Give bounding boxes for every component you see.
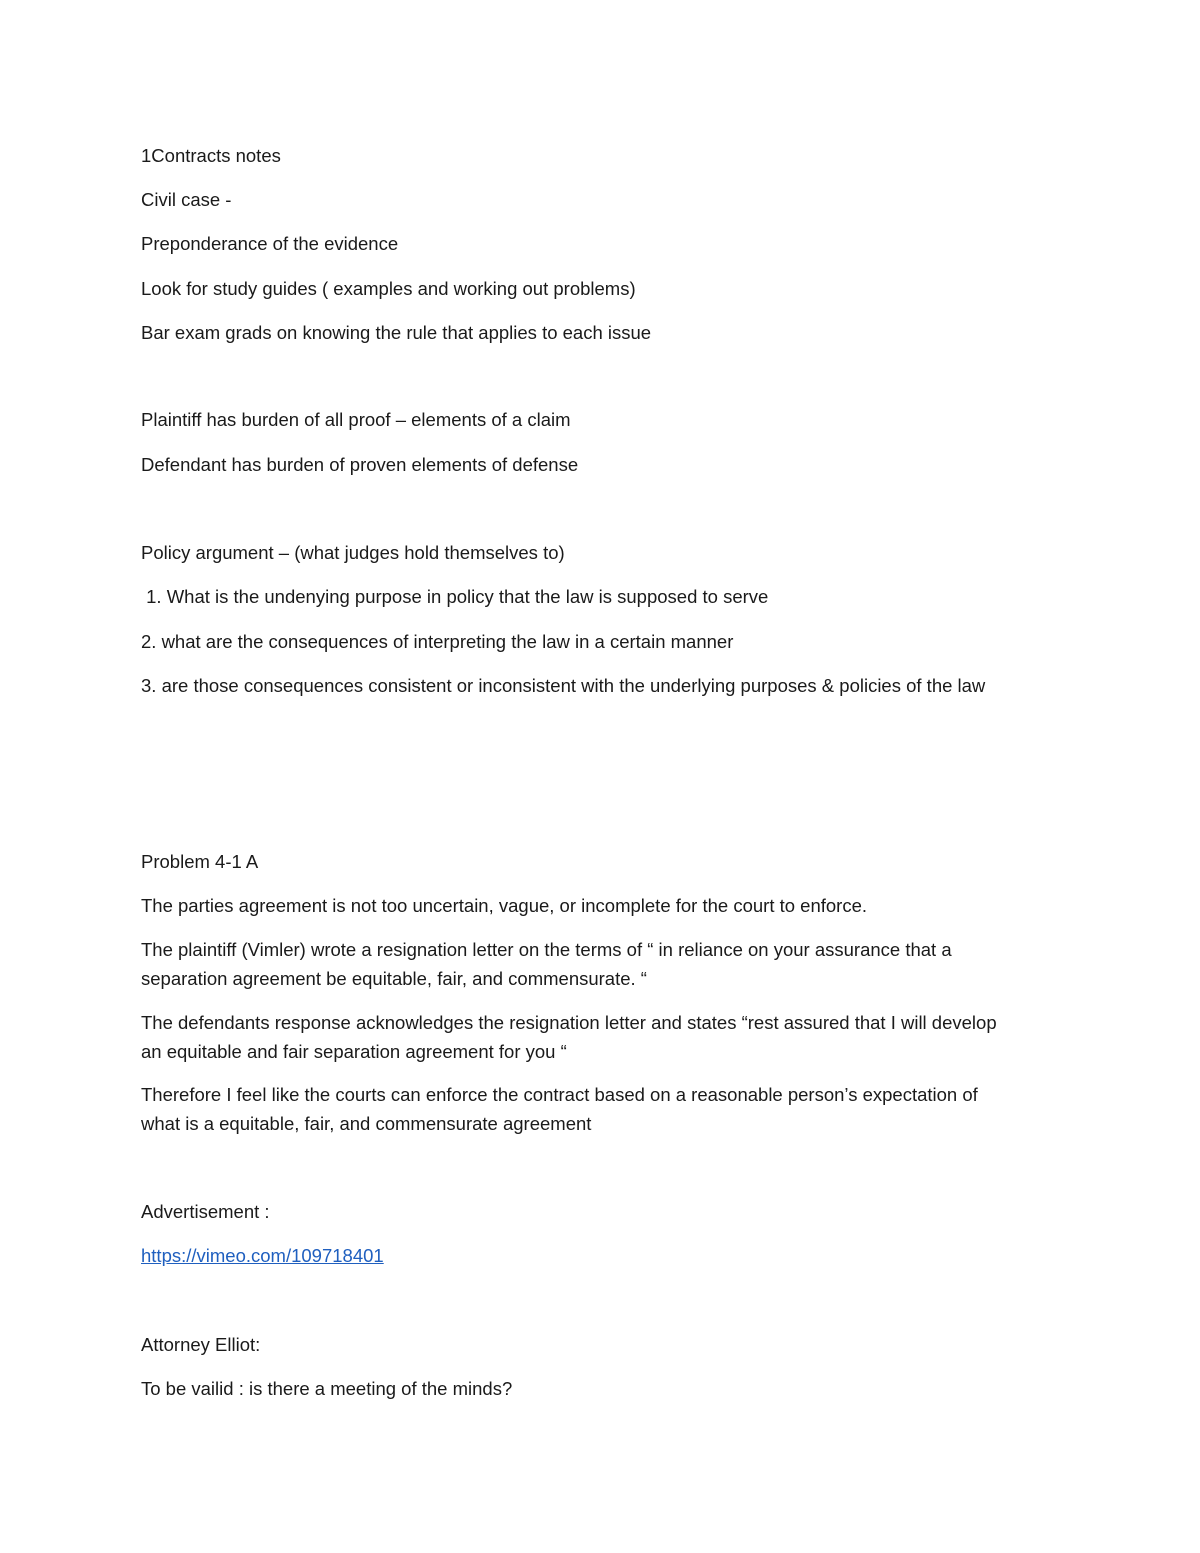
line-policy-1: 1. What is the undenying purpose in policy that the law is supposed to serve [141, 586, 769, 607]
line-policy-2: 2. what are the consequences of interpreting the law in a certain manner [141, 631, 734, 652]
line-civil-case: Civil case - [141, 189, 232, 210]
attorney-question: To be vailid : is there a meeting of the minds? [141, 1378, 513, 1399]
line-preponderance: Preponderance of the evidence [141, 233, 399, 254]
problem-paragraph-3-line-1: The defendants response acknowledges the resignation letter and states “rest assured that I will develop [141, 1012, 997, 1033]
advertisement-label: Advertisement : [141, 1201, 270, 1222]
problem-paragraph-2-line-1: The plaintiff (Vimler) wrote a resignation letter on the terms of “ in reliance on your assurance that a [141, 939, 952, 960]
problem-paragraph-4-line-2: what is a equitable, fair, and commensurate agreement [141, 1113, 592, 1134]
advertisement-link[interactable]: https://vimeo.com/109718401 [141, 1245, 384, 1266]
line-defendant-burden: Defendant has burden of proven elements of defense [141, 454, 579, 475]
line-bar-exam: Bar exam grads on knowing the rule that applies to each issue [141, 322, 652, 343]
line-plaintiff-burden: Plaintiff has burden of all proof – elements of a claim [141, 409, 571, 430]
problem-paragraph-2-line-2: separation agreement be equitable, fair, and commensurate. “ [141, 968, 647, 989]
problem-paragraph-3-line-2: an equitable and fair separation agreement for you “ [141, 1041, 567, 1062]
document-title: 1Contracts notes [141, 145, 281, 166]
problem-paragraph-1: The parties agreement is not too uncertain, vague, or incomplete for the court to enforce. [141, 895, 868, 916]
problem-heading: Problem 4-1 A [141, 851, 259, 872]
line-policy-3: 3. are those consequences consistent or inconsistent with the underlying purposes & policies of the law [141, 675, 986, 696]
problem-paragraph-4-line-1: Therefore I feel like the courts can enforce the contract based on a reasonable person’s expectation of [141, 1084, 978, 1105]
line-policy-argument: Policy argument – (what judges hold themselves to) [141, 542, 565, 563]
line-study-guides: Look for study guides ( examples and working out problems) [141, 278, 636, 299]
attorney-label: Attorney Elliot: [141, 1334, 261, 1355]
